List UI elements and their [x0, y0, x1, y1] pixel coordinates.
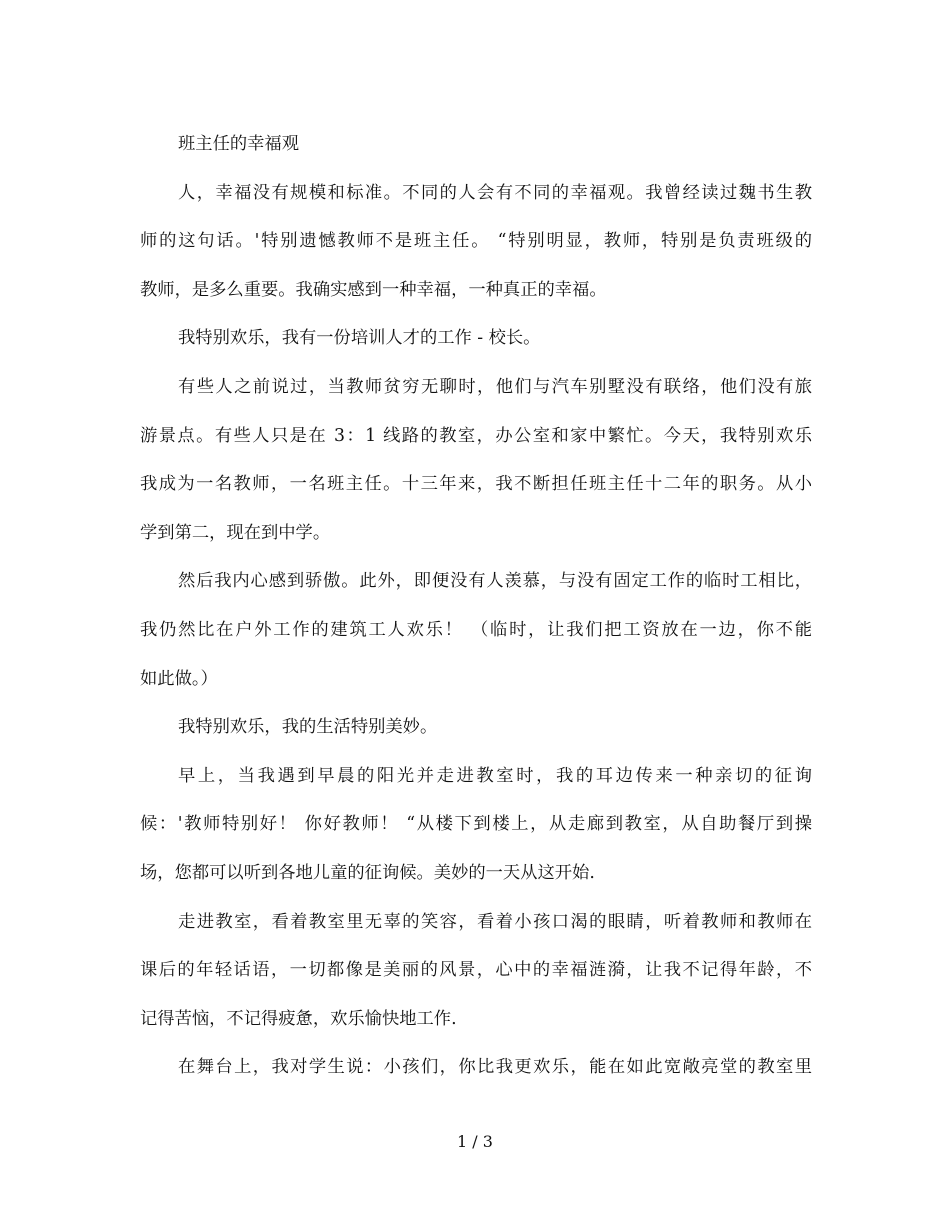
document-title: 班主任的幸福观 — [178, 134, 299, 154]
paragraph-line: 课后的年轻话语，一切都像是美丽的风景，心中的幸福涟漪，让我不记得年龄，不 — [140, 960, 812, 981]
paragraph-line: 记得苦恼，不记得疲惫，欢乐愉快地工作. — [140, 1008, 457, 1029]
document-body — [140, 124, 812, 1096]
page-number: 1 / 3 — [457, 1132, 493, 1151]
paragraph-line: 如此做。） — [140, 668, 218, 689]
paragraph-line: 在舞台上，我对学生说：小孩们，你比我更欢乐，能在如此宽敞亮堂的教室里 — [178, 1057, 812, 1078]
paragraph-line: 我特别欢乐，我的生活特别美妙。 — [178, 717, 438, 738]
paragraph-line: 游景点。有些人只是在 3：1 线路的教室，办公室和家中繁忙。今天，我特别欢乐 — [140, 425, 812, 446]
paragraph-line: 走进教室，看着教室里无辜的笑容，看着小孩口渴的眼睛，听着教师和教师在 — [178, 911, 812, 932]
paragraph-line: 候：'教师特别好！ 你好教师！ “从楼下到楼上，从走廊到教室，从自助餐厅到操 — [140, 814, 812, 835]
paragraph-line: 我成为一名教师，一名班主任。十三年来，我不断担任班主任十二年的职务。从小 — [140, 474, 812, 495]
paragraph-line: 我特别欢乐，我有一份培训人才的工作 - 校长。 — [178, 328, 541, 349]
paragraph-line: 我仍然比在户外工作的建筑工人欢乐！ （临时，让我们把工资放在一边，你不能 — [140, 619, 812, 640]
paragraph-line: 学到第二，现在到中学。 — [140, 522, 331, 543]
paragraph-line: 有些人之前说过，当教师贫穷无聊时，他们与汽车别墅没有联络，他们没有旅 — [178, 376, 812, 397]
paragraph-line: 场，您都可以听到各地儿童的征询候。美妙的一天从这开始. — [140, 862, 595, 883]
paragraph-line: 然后我内心感到骄傲。此外，即便没有人羡慕，与没有固定工作的临时工相比， — [178, 571, 812, 592]
paragraph-line: 早上，当我遇到早晨的阳光并走进教室时，我的耳边传来一种亲切的征询 — [178, 765, 812, 786]
paragraph-line: 师的这句话。'特别遗憾教师不是班主任。 “特别明显，教师，特别是负责班级的 — [140, 231, 812, 252]
paragraph-line: 教师，是多么重要。我确实感到一种幸福，一种真正的幸福。 — [140, 279, 607, 300]
paragraph-line: 人，幸福没有规模和标准。不同的人会有不同的幸福观。我曾经读过魏书生教 — [178, 182, 812, 203]
